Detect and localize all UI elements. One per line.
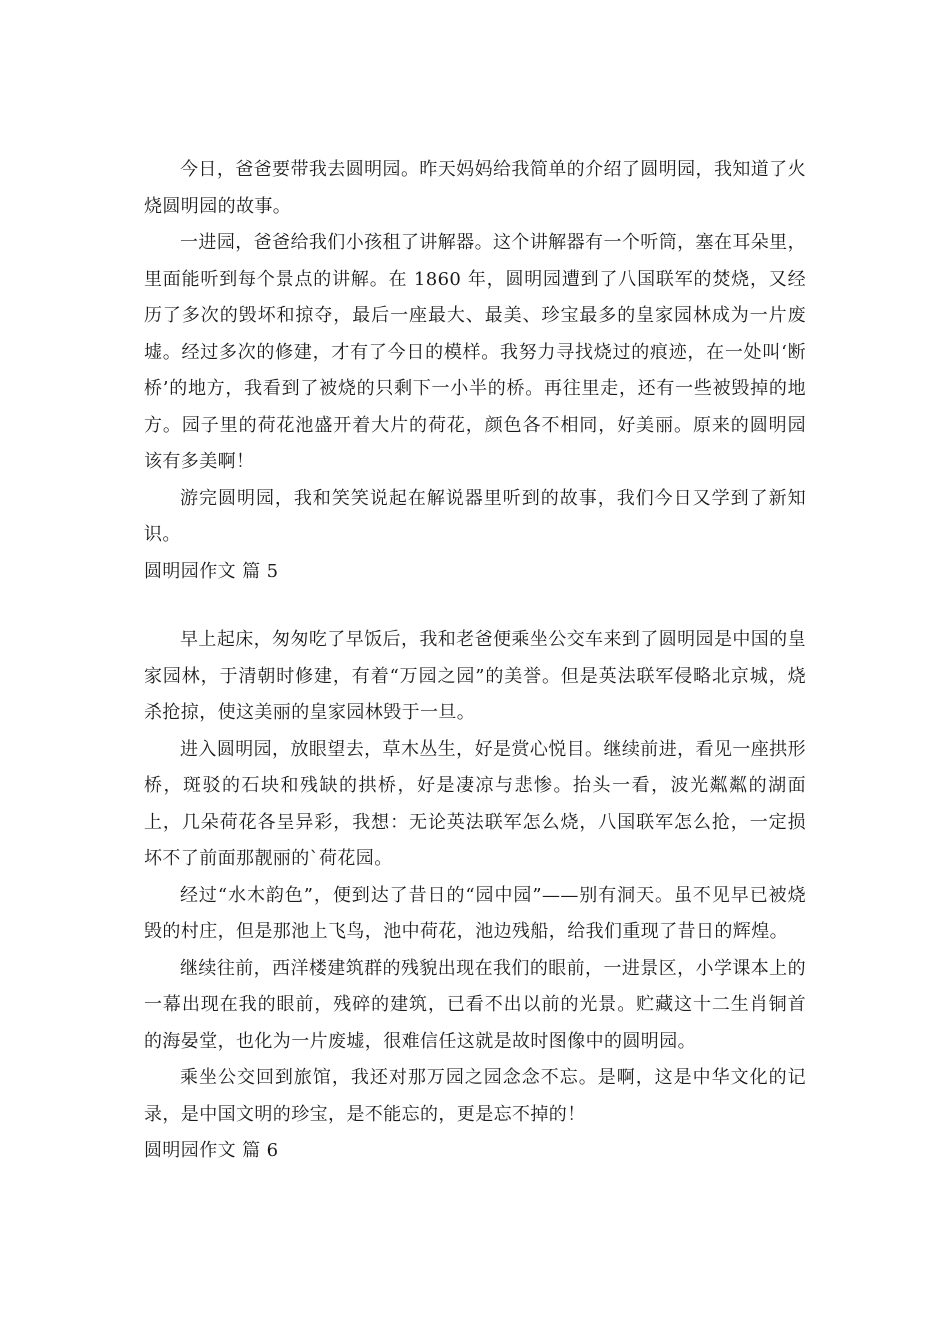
- paragraph: 乘坐公交回到旅馆，我还对那万园之园念念不忘。是啊，这是中华文化的记录，是中国文明的珍宝，是不能忘的，更是忘不掉的！: [144, 1067, 806, 1125]
- spacer: [144, 590, 806, 622]
- section-heading: 圆明园作文 篇 5: [144, 560, 279, 582]
- paragraph: 继续往前，西洋楼建筑群的残貌出现在我们的眼前，一进景区，小学课本上的一幕出现在我的眼前，残碎的建筑，已看不出以前的光景。贮藏这十二生肖铜首的海晏堂，也化为一片废墟，很难信任这就是故时图像中的圆明园。: [144, 957, 806, 1052]
- paragraph: 一进园，爸爸给我们小孩租了讲解器。这个讲解器有一个听筒，塞在耳朵里，里面能听到每个景点的讲解。在 1860 年，圆明园遭到了八国联军的焚烧，又经历了多次的毁坏和掠夺，最后一座最大、最美、珍宝最多的皇家园林成为一片废墟。经过多次的修建，才有了今日的模样。我努力寻找烧过的痕迹，在一处叫‘断桥’的地方，我看到了被烧的只剩下一小半的桥。再往里走，还有一些被毁掉的地方。园子里的荷花池盛开着大片的荷花，颜色各不相同，好美丽。原来的圆明园该有多美啊！: [144, 232, 806, 472]
- paragraph: 进入圆明园，放眼望去，草木丛生，好是赏心悦目。继续前进，看见一座拱形桥，斑驳的石块和残缺的拱桥，好是凄凉与悲惨。抬头一看，波光粼粼的湖面上，几朵荷花各呈异彩，我想：无论英法联军怎么烧，八国联军怎么抢，一定损坏不了前面那靓丽的`荷花园。: [144, 738, 806, 869]
- paragraph: 今日，爸爸要带我去圆明园。昨天妈妈给我简单的介绍了圆明园，我知道了火烧圆明园的故事。: [144, 159, 806, 217]
- document-page: [144, 152, 806, 1170]
- paragraph: 游完圆明园，我和笑笑说起在解说器里听到的故事，我们今日又学到了新知识。: [144, 487, 806, 545]
- paragraph: 早上起床，匆匆吃了早饭后，我和老爸便乘坐公交车来到了圆明园是中国的皇家园林，于清朝时修建，有着“万园之园”的美誉。但是英法联军侵略北京城，烧杀抢掠，使这美丽的皇家园林毁于一旦。: [144, 629, 806, 723]
- section-heading: 圆明园作文 篇 6: [144, 1140, 279, 1161]
- paragraph: 经过“水木韵色”，便到达了昔日的“园中园”——别有洞天。虽不见早已被烧毁的村庄，但是那池上飞鸟，池中荷花，池边残船，给我们重现了昔日的辉煌。: [144, 884, 806, 942]
